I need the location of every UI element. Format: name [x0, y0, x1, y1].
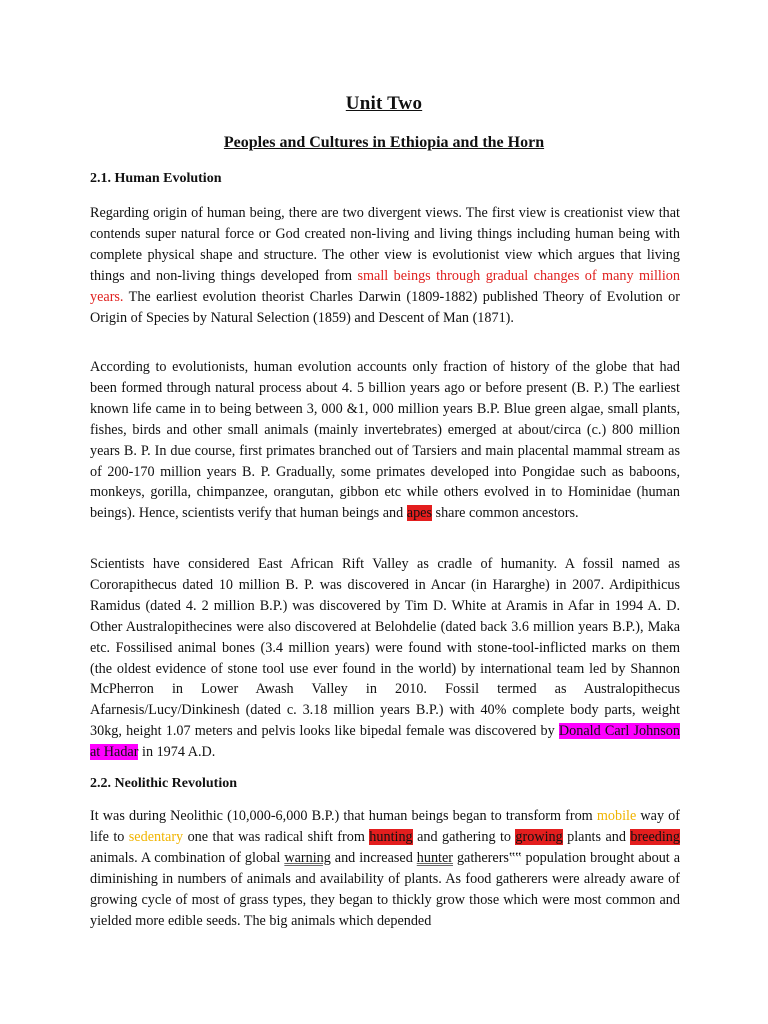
paragraph-text: gatherers‟‟ population brought about a diminishing in numbers of animals and availability of plants. As food gatherers were already aware of growing cycle of most of grass types, they began to thickly grow those which were most common and yielded more edible seeds. The big animals which depended [90, 849, 680, 929]
paragraph-text: plants and [562, 828, 631, 845]
paragraph-rift-valley [90, 554, 680, 763]
paragraph-neolithic [90, 806, 680, 931]
paragraph-origin-views [90, 203, 680, 328]
highlight-mobile: mobile [596, 808, 637, 824]
underlined-warning: warning [284, 849, 331, 866]
paragraph-text: way of life to [90, 808, 680, 845]
paragraph-text: The earliest evolution theorist Charles Darwin (1809-1882) published Theory of Evolution or Origin of Species by Natural Selection (1859) and Descent of Man (1871). [90, 288, 680, 326]
highlight-breeding: breeding [630, 828, 680, 845]
underlined-hunter: hunter [416, 849, 453, 866]
paragraph-text: animals. A combination of global [90, 849, 285, 866]
highlight-hunting: hunting [369, 828, 413, 845]
document-title: Peoples and Cultures in Ethiopia and the Horn [223, 134, 545, 151]
paragraph-evolutionists [90, 357, 680, 524]
highlight-sedentary: sedentary [128, 828, 184, 845]
paragraph-text: Scientists have considered East African Rift Valley as cradle of humanity. A fossil named as Cororapithecus dated 10 million B. P. was discovered in Ancar (in Hararghe) in 2007. Ardipithicus Ramidus (dated 4. 2 million B.P.) was discovered by Tim D. White at Aramis in Afar in 1994 A. D. Other Australopithecines were also discovered at Belohdelie (dated back 3.6 million years B.P.), Maka etc. Fossilised animal bones (3.4 million years) were found with stone-tool-inflicted marks on them (the oldest evidence of stone tool use ever found in the world) by international team led by Shannon McPherron in Lower Awash Valley in 2010. Fossil termed as Australopithecus Afarnesis/Lucy/Dinkinesh (dated c. 3.18 million years B.P.) with 40% complete body parts, weight 30kg, height 1.07 meters and pelvis looks like bipedal female was discovered by [90, 556, 680, 740]
paragraph-text: one that was radical shift from [183, 828, 370, 845]
highlight-apes: apes [406, 505, 432, 522]
paragraph-text: It was during Neolithic (10,000-6,000 B.P.) that human beings began to transform from [90, 808, 597, 824]
section-heading-human-evolution: 2.1. Human Evolution [90, 171, 222, 186]
highlighted-red-text: small beings through gradual changes of many million years. [90, 267, 680, 305]
highlight-discoverer: Donald Carl Johnson at Hadar [90, 723, 680, 761]
paragraph-text: in 1974 A.D. [138, 744, 216, 761]
highlight-growing: growing [515, 828, 563, 845]
paragraph-text: and gathering to [412, 828, 516, 845]
paragraph-text: Regarding origin of human being, there are two divergent views. The first view is creationist view that contends super natural force or God created non-living and living things including human being with complete physical shape and structure. The other view is evolutionist view which argues that living things and non-living things developed from [90, 205, 680, 284]
section-heading-neolithic: 2.2. Neolithic Revolution [90, 776, 237, 791]
paragraph-text: and increased [330, 849, 417, 866]
paragraph-text: According to evolutionists, human evolution accounts only fraction of history of the globe that had been formed through natural process about 4. 5 billion years ago or before present (B. P.) The earliest known life came in to being between 3, 000 &1, 000 million years B.P. Blue green algae, small plants, fishes, birds and other small animals (mainly invertebrates) emerged at about/circa (c.) 800 million years B. P. In due course, first primates branched out of Tarsiers and main placental mammal stream as of 200-170 million years B. P. Gradually, some primates developed into Pongidae such as baboons, monkeys, gorilla, chimpanzee, orangutan, gibbon etc while others evolved in to Hominidae (human beings). Hence, scientists verify that human beings and [90, 359, 680, 522]
paragraph-text: share common ancestors. [432, 505, 579, 522]
unit-title: Unit Two [345, 93, 423, 114]
